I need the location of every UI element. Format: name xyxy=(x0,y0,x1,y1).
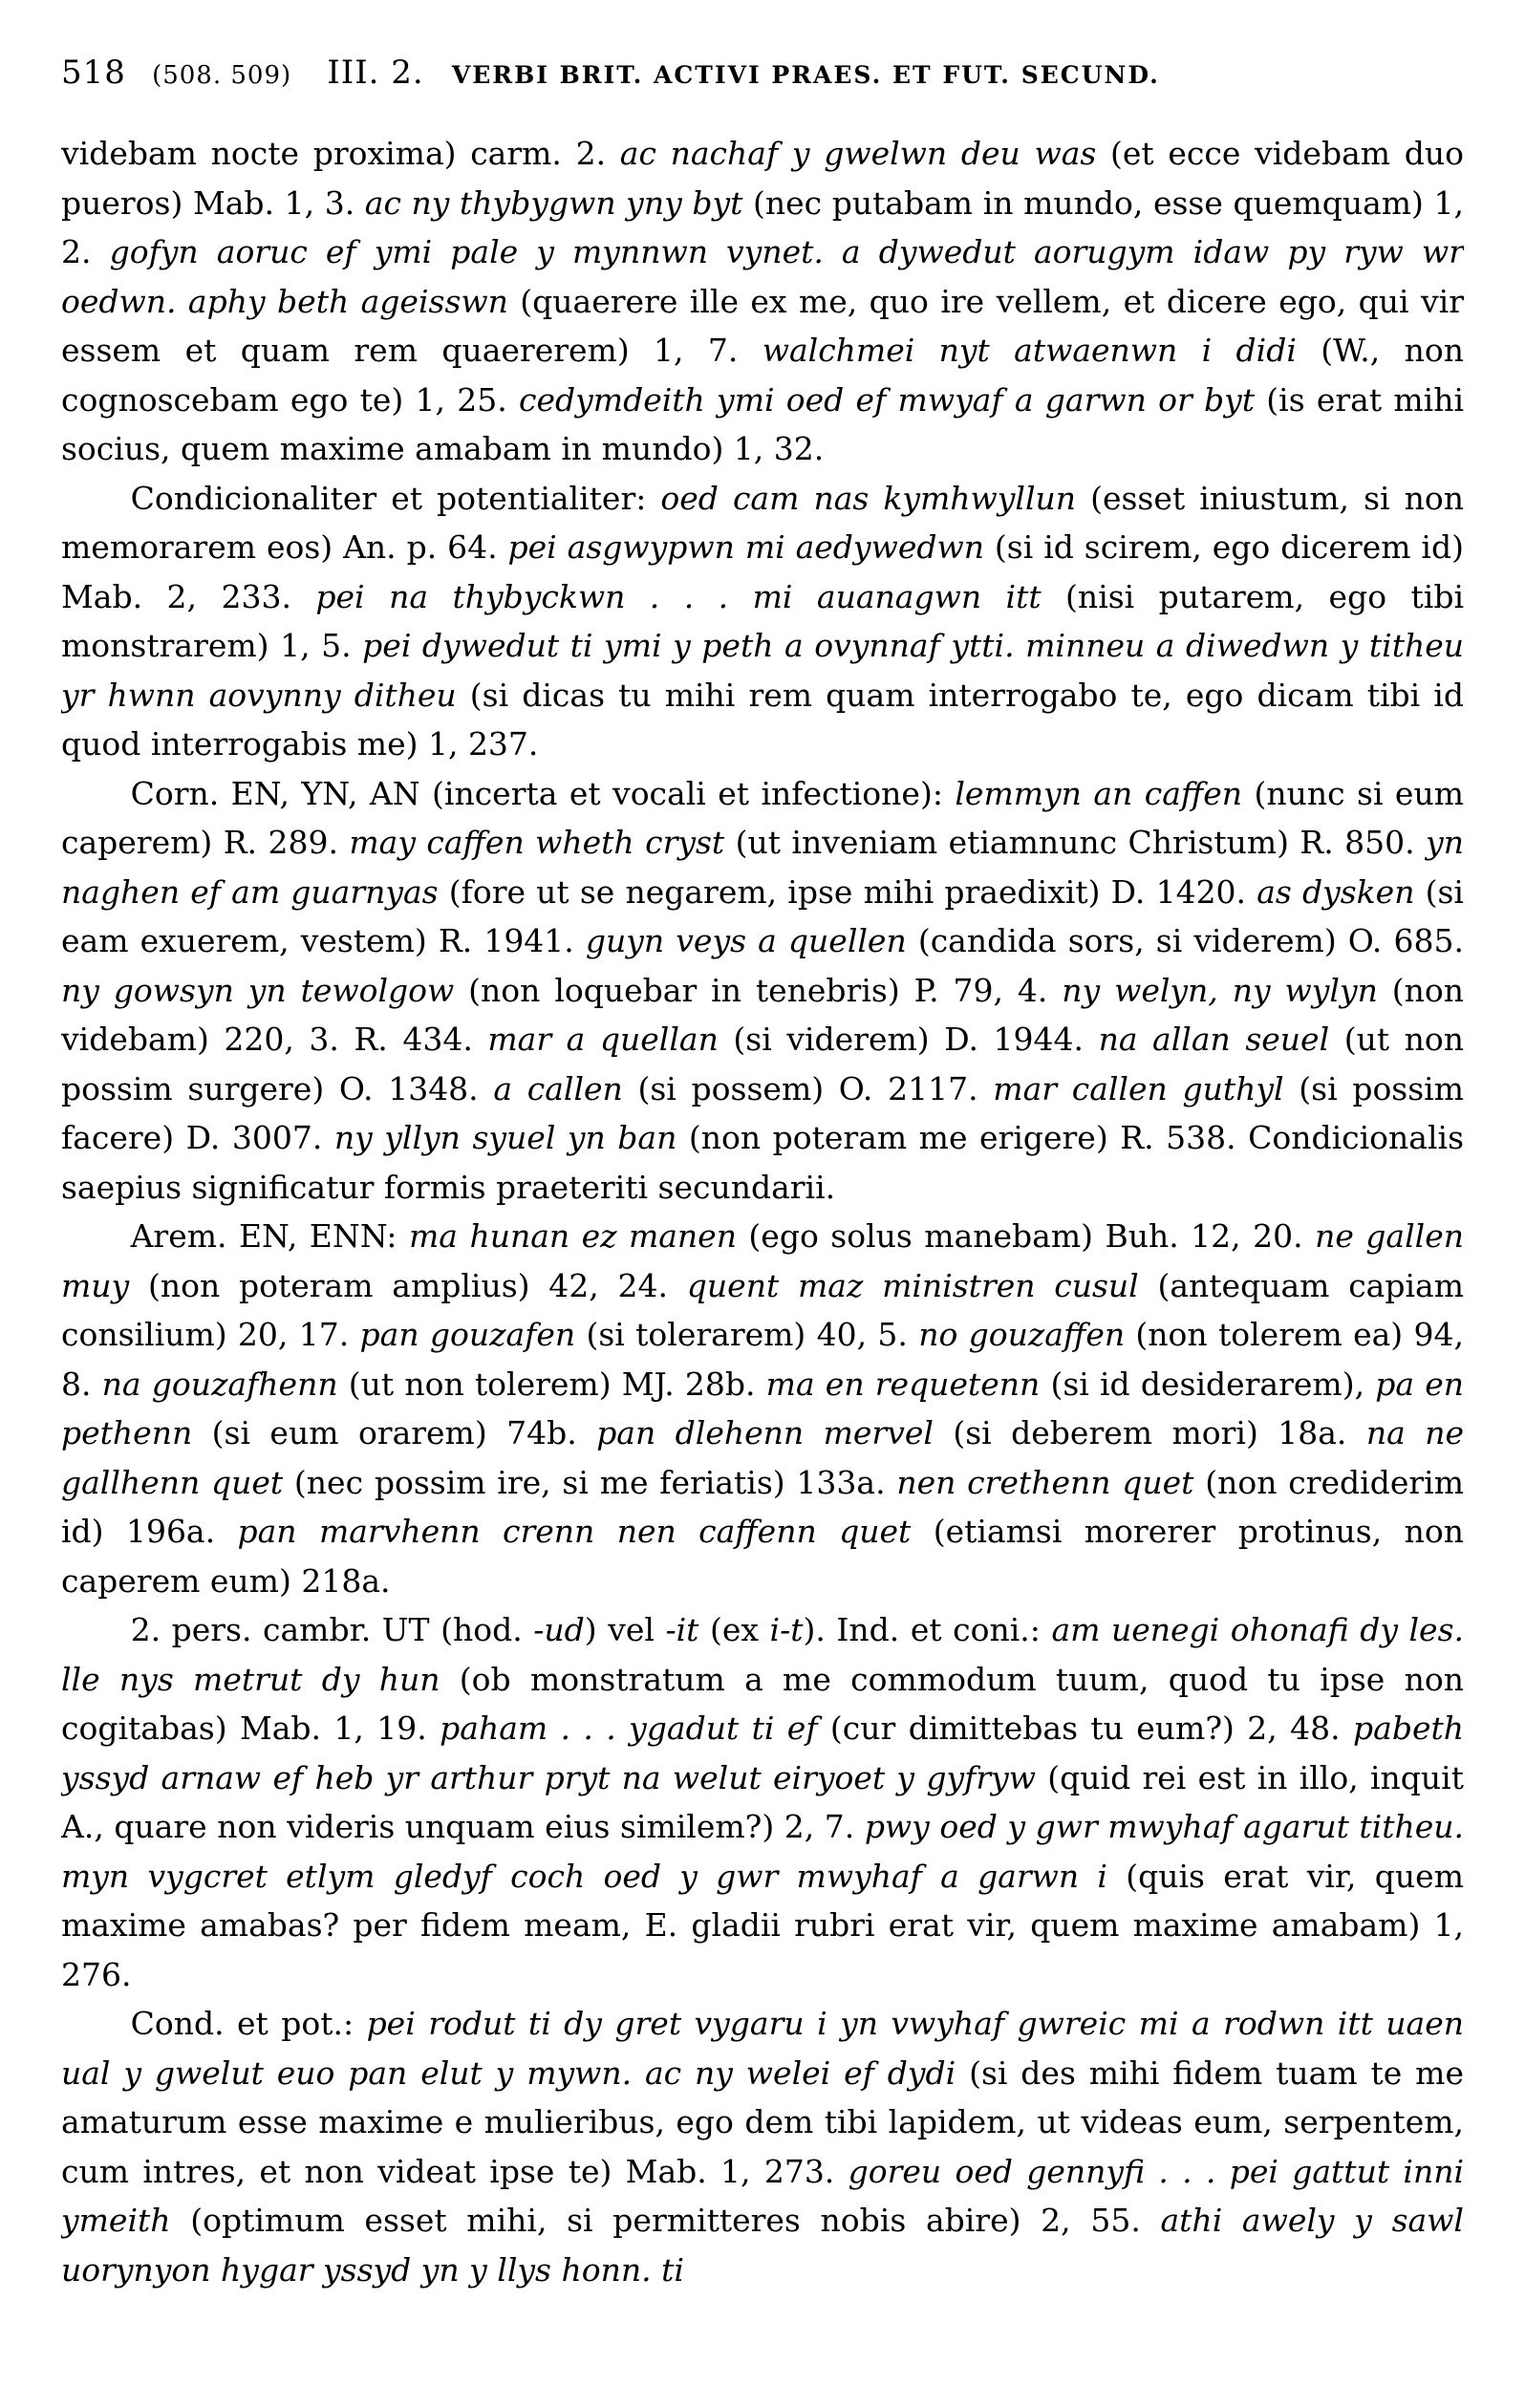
section-number: III. 2. xyxy=(327,54,424,92)
celtic-citation: ma en requetenn xyxy=(765,1365,1041,1403)
latin-text: Arem. EN, ENN: xyxy=(130,1217,410,1255)
latin-text: (W., non cognoscebam ego te) 1, 25. xyxy=(61,332,1464,419)
celtic-citation: may caffen wheth cryst xyxy=(349,824,725,861)
source-page-references: (508. 509) xyxy=(152,61,292,90)
latin-text: (non poteram amplius) 42, 24. xyxy=(129,1266,687,1304)
celtic-citation: guyn veys a quellen xyxy=(585,922,907,959)
page-body-text xyxy=(61,129,1464,2394)
latin-text: (quid rei est in illo, inquit A., quare non videris unquam eius similem?) 2, 7. xyxy=(61,1758,1464,1845)
celtic-citation: pei na thybyckwn . . . mi auanagwn itt xyxy=(315,577,1042,615)
celtic-citation: quent maz ministren cusul xyxy=(686,1266,1139,1304)
celtic-citation: ac nachaf y gwelwn deu was xyxy=(619,135,1097,172)
latin-text: (si possim facere) D. 3007. xyxy=(61,1069,1464,1156)
latin-text: (ut non possim surgere) O. 1348. xyxy=(61,1021,1464,1107)
latin-text: (nec possim ire, si me feriatis) 133a. xyxy=(283,1463,897,1501)
celtic-citation: gofyn aoruc ef ymi pale y mynnwn vynet. a dywedut aorugym idaw py ryw wr oedwn. aphy beth ageisswn xyxy=(61,233,1464,320)
paragraph xyxy=(61,1212,1464,1605)
latin-text: (si tolerarem) 40, 5. xyxy=(575,1316,919,1353)
paragraph xyxy=(61,769,1464,1213)
celtic-citation: yn naghen ef am guarnyas xyxy=(61,824,1464,911)
celtic-citation: oed cam nas kymhwyllun xyxy=(660,479,1077,517)
latin-text: Cond. et pot.: xyxy=(130,2005,367,2042)
celtic-citation: paham . . . ygadut ti ef xyxy=(440,1709,818,1747)
latin-text: (si eam exuerem, vestem) R. 1941. xyxy=(61,872,1464,959)
celtic-citation: lemmyn an caffen xyxy=(955,774,1243,812)
celtic-citation: -it xyxy=(665,1611,699,1648)
celtic-citation: no gouzaffen xyxy=(918,1316,1126,1353)
latin-text: (nunc si eum caperem) R. 289. xyxy=(61,774,1464,861)
latin-text: (nec putabam in mundo, esse quemquam) 1, 2. xyxy=(61,183,1464,270)
paragraph xyxy=(61,1605,1464,1999)
running-header xyxy=(61,44,1466,101)
latin-text: ). Ind. et coni.: xyxy=(803,1611,1052,1648)
celtic-citation: pabeth yssyd arnaw ef heb yr arthur pryt na welut eiryoet y gyfryw xyxy=(61,1709,1464,1796)
celtic-citation: pa en pethenn xyxy=(61,1365,1464,1451)
celtic-citation: pei rodut ti dy gret vygaru i yn vwyhaf gwreic mi a rodwn itt uaen ual y gwelut euo pan elut y mywn. ac ny welei ef dydi xyxy=(61,2005,1464,2092)
latin-text: 2. pers. cambr. UT (hod. xyxy=(130,1611,534,1648)
celtic-citation: na ne gallhenn quet xyxy=(61,1414,1464,1501)
celtic-citation: ny yllyn syuel yn ban xyxy=(333,1119,677,1156)
latin-text: (si deberem mori) 18a. xyxy=(933,1414,1366,1451)
celtic-citation: na gouzafhenn xyxy=(101,1365,338,1403)
celtic-citation: am uenegi ohonafi dy les. lle nys metrut dy hun xyxy=(61,1611,1464,1698)
paragraph xyxy=(61,1999,1464,2294)
celtic-citation: pwy oed y gwr mwyhaf agarut titheu. myn vygcret etlym gledyf coch oed y gwr mwyhaf a garwn i xyxy=(61,1808,1464,1895)
celtic-citation: as dysken xyxy=(1257,872,1415,911)
latin-text: (non videbam) 220, 3. R. 434. xyxy=(61,971,1464,1058)
latin-text: (si possem) O. 2117. xyxy=(622,1069,994,1107)
celtic-citation: mar callen guthyl xyxy=(993,1069,1284,1107)
latin-text: (et ecce videbam duo pueros) Mab. 1, 3. xyxy=(61,135,1464,222)
latin-text: videbam nocte proxima) carm. 2. xyxy=(61,135,620,172)
celtic-citation: walchmei nyt atwaenwn i didi xyxy=(762,332,1297,369)
celtic-citation: nen crethenn quet xyxy=(896,1463,1194,1501)
latin-text: (candida sors, si viderem) O. 685. xyxy=(906,922,1464,959)
page-number: 518 xyxy=(61,54,126,92)
celtic-citation: pan dlehenn mervel xyxy=(596,1414,934,1451)
celtic-citation: a callen xyxy=(493,1069,623,1107)
latin-text: Corn. EN, YN, AN (incerta et vocali et infectione): xyxy=(130,774,956,812)
latin-text: ) vel xyxy=(584,1611,666,1648)
latin-text: (antequam capiam consilium) 20, 17. xyxy=(61,1266,1464,1353)
celtic-citation: ma hunan ez manen xyxy=(409,1217,737,1255)
latin-text: (nisi putarem, ego tibi monstrarem) 1, 5. xyxy=(61,577,1464,664)
latin-text: (cur dimittebas tu eum?) 2, 48. xyxy=(817,1709,1354,1747)
running-title: VERBI BRIT. ACTIVI PRAES. ET FUT. SECUND. xyxy=(451,61,1160,89)
latin-text: (ut non tolerem) MJ. 28b. xyxy=(337,1365,766,1403)
celtic-citation: na allan seuel xyxy=(1098,1021,1330,1058)
latin-text: (etiamsi morerer protinus, non caperem eum) 218a. xyxy=(61,1513,1464,1600)
latin-text: (ob monstratum a me commodum tuum, quod tu ipse non cogitabas) Mab. 1, 19. xyxy=(61,1660,1464,1747)
latin-text: (ex xyxy=(698,1611,770,1648)
latin-text: (si id scirem, ego dicerem id) Mab. 2, 233. xyxy=(61,528,1464,615)
paragraph xyxy=(61,474,1464,769)
latin-text: (non loquebar in tenebris) P. 79, 4. xyxy=(454,971,1063,1009)
latin-text: (quis erat vir, quem maxime amabas? per fidem meam, E. gladii rubri erat vir, quem maxime amabam) 1, 276. xyxy=(61,1857,1464,1993)
celtic-citation: pei dywedut ti ymi y peth a ovynnaf ytti. minneu a diwedwn y titheu yr hwnn aovynny ditheu xyxy=(61,627,1464,714)
latin-text: (ego solus manebam) Buh. 12, 20. xyxy=(736,1217,1316,1255)
celtic-citation: ny gowsyn yn tewolgow xyxy=(61,971,455,1009)
latin-text: (si viderem) D. 1944. xyxy=(718,1021,1099,1058)
latin-text: (si eum orarem) 74b. xyxy=(192,1414,597,1451)
latin-text: (non tolerem ea) 94, 8. xyxy=(61,1316,1464,1403)
celtic-citation: i-t xyxy=(769,1611,804,1648)
paragraph xyxy=(61,129,1464,474)
celtic-citation: cedymdeith ymi oed ef mwyaf a garwn or byt xyxy=(519,380,1256,419)
celtic-citation: pan marvhenn crenn nen caffenn quet xyxy=(237,1513,912,1550)
celtic-citation: pan gouzafen xyxy=(359,1316,576,1353)
celtic-citation: ny welyn, ny wylyn xyxy=(1062,971,1378,1009)
latin-text: (ut inveniam etiamnunc Christum) R. 850. xyxy=(724,824,1427,861)
celtic-citation: athi awely y sawl uorynyon hygar yssyd yn y llys honn. ti xyxy=(61,2202,1464,2289)
celtic-citation: mar a quellan xyxy=(487,1021,719,1058)
celtic-citation: ac ny thybygwn yny byt xyxy=(364,183,743,222)
latin-text: (non crediderim id) 196a. xyxy=(61,1463,1464,1550)
latin-text: (optimum esset mihi, si permitteres nobis abire) 2, 55. xyxy=(170,2202,1161,2239)
latin-text: Condicionaliter et potentialiter: xyxy=(130,479,661,517)
latin-text: (non poteram me erigere) R. 538. Condicionalis saepius significatur formis praeteriti secundarii. xyxy=(61,1119,1464,1206)
celtic-citation: goreu oed gennyfi . . . pei gattut inni ymeith xyxy=(61,2152,1464,2239)
latin-text: (is erat mihi socius, quem maxime amabam in mundo) 1, 32. xyxy=(61,380,1464,467)
latin-text: (si dicas tu mihi rem quam interrogabo te, ego dicam tibi id quod interrogabis me) 1, 237. xyxy=(61,676,1464,763)
celtic-citation: pei asgwypwn mi aedywedwn xyxy=(507,528,984,566)
celtic-citation: -ud xyxy=(533,1611,585,1648)
latin-text: (si des mihi fidem tuam te me amaturum esse maxime e mulieribus, ego dem tibi lapidem, ut videas eum, serpentem, cum intres, et non videat ipse te) Mab. 1, 273. xyxy=(61,2053,1464,2190)
latin-text: (fore ut se negarem, ipse mihi praedixit) D. 1420. xyxy=(438,872,1257,911)
latin-text: (si id desiderarem), xyxy=(1040,1365,1376,1403)
latin-text: (esset iniustum, si non memorarem eos) An. p. 64. xyxy=(61,479,1464,566)
latin-text: (quaerere ille ex me, quo ire vellem, et dicere ego, qui vir essem et quam rem quaererem) 1, 7. xyxy=(61,282,1464,369)
celtic-citation: ne gallen muy xyxy=(61,1217,1464,1304)
